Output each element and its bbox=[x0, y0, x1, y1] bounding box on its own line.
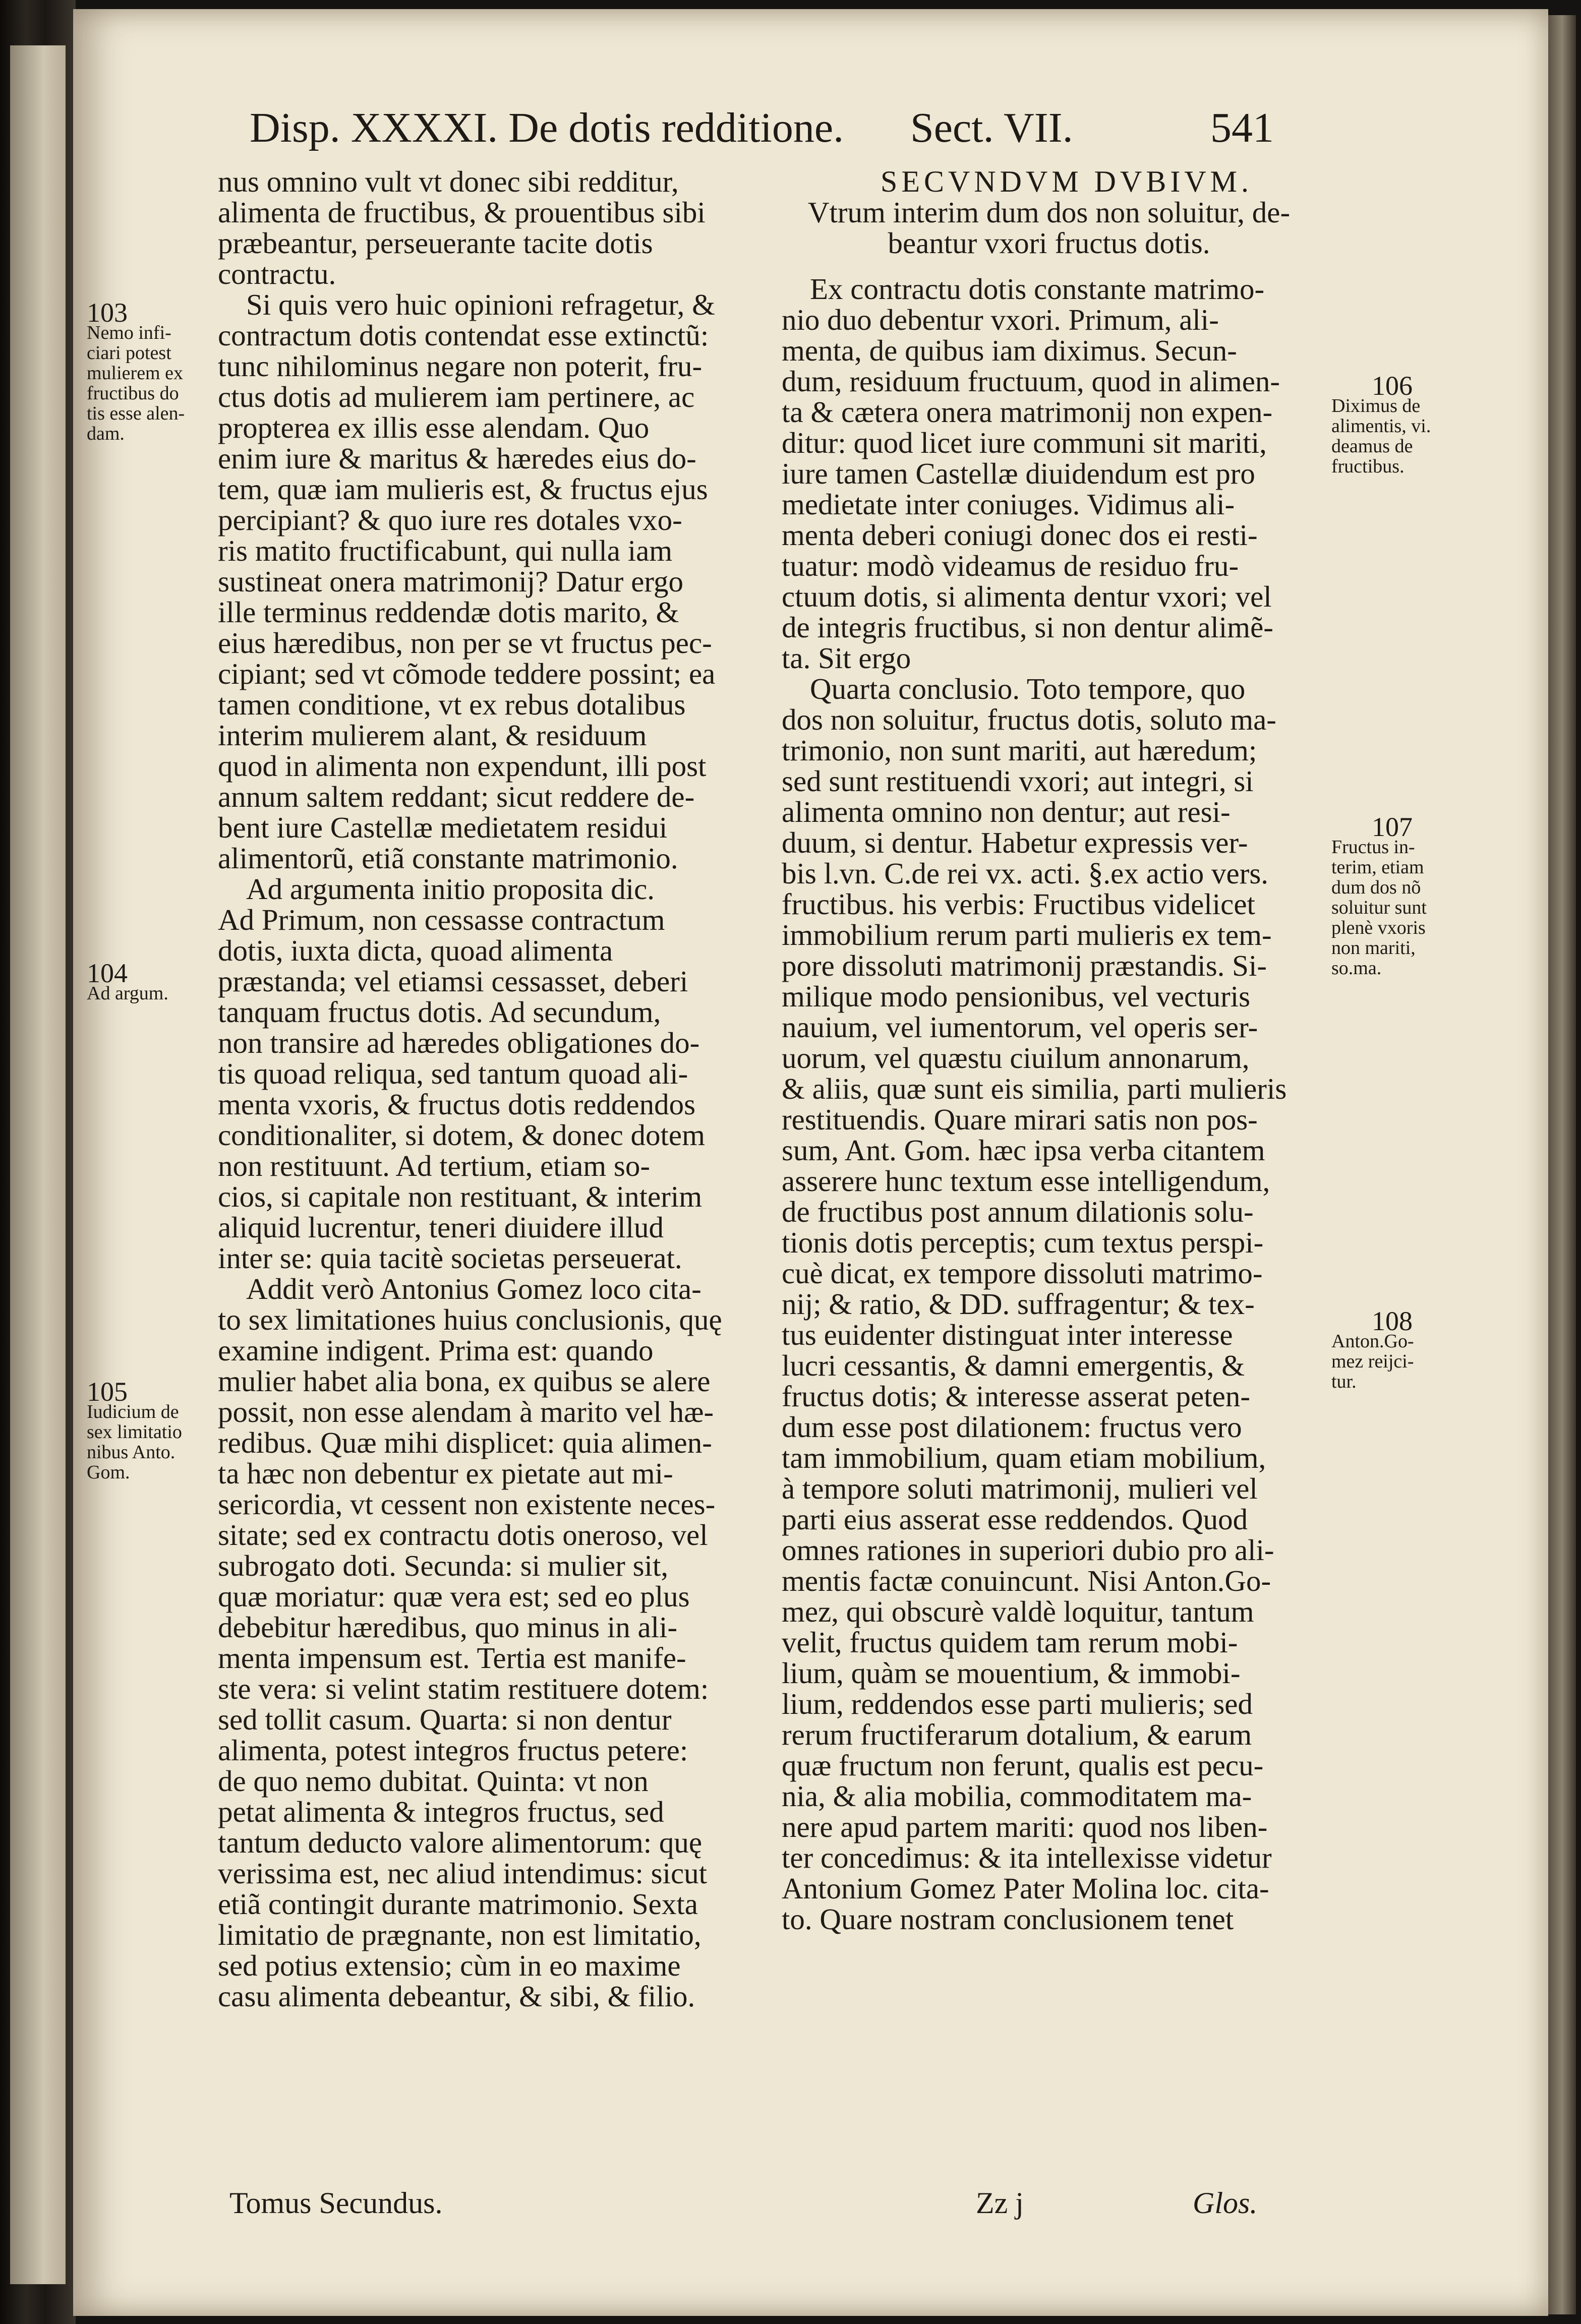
margin-note-line: nibus Anto. bbox=[87, 1442, 175, 1463]
text-line: possit, non esse alendam à marito vel hæ- bbox=[218, 1395, 714, 1428]
text-line: menta vxoris, & fructus dotis reddendos bbox=[218, 1088, 696, 1121]
text-line: lucri cessantis, & damni emergentis, & bbox=[782, 1349, 1245, 1382]
text-line: dum esse post dilationem: fructus vero bbox=[782, 1410, 1242, 1444]
text-line: ste vera: si velint statim restituere dotem: bbox=[218, 1672, 709, 1705]
text-line: dos non soluitur, fructus dotis, soluto ma- bbox=[782, 703, 1276, 736]
text-line: de fructibus post annum dilationis solu- bbox=[782, 1195, 1254, 1228]
text-line: mez, qui obscurè valdè loquitur, tantum bbox=[782, 1595, 1254, 1628]
text-line: menta, de quibus iam diximus. Secun- bbox=[782, 334, 1237, 367]
text-line: immobilium rerum parti mulieris ex tem- bbox=[782, 918, 1272, 951]
margin-note-line: fructibus do bbox=[87, 383, 179, 404]
text-line: alimenta, potest integros fructus petere: bbox=[218, 1734, 688, 1767]
text-line: tanquam fructus dotis. Ad secundum, bbox=[218, 995, 661, 1029]
text-line: examine indigent. Prima est: quando bbox=[218, 1334, 654, 1367]
text-line: ta & cætera onera matrimonij non expen- bbox=[782, 395, 1273, 429]
text-line: eius hæredibus, non per se vt fructus pec- bbox=[218, 626, 712, 660]
margin-note-103 bbox=[87, 297, 185, 444]
text-line: & aliis, quæ sunt eis similia, parti mulieris bbox=[782, 1072, 1287, 1105]
text-line: tus euidenter distinguat inter interesse bbox=[782, 1318, 1233, 1351]
left-text-column bbox=[218, 166, 742, 2012]
text-line: cipiant; sed vt cõmode teddere possint; ea bbox=[218, 657, 716, 690]
text-line: ta hæc non debentur ex pietate aut mi- bbox=[218, 1457, 673, 1490]
text-line: Antonium Gomez Pater Molina loc. cita- bbox=[782, 1872, 1269, 1905]
text-line: præbeantur, perseuerante tacite dotis bbox=[218, 226, 653, 260]
text-line: milique modo pensionibus, vel vecturis bbox=[782, 980, 1251, 1013]
margin-note-number: 107 bbox=[1372, 812, 1413, 842]
text-line: sed potius extensio; cùm in eo maxime bbox=[218, 1949, 681, 1982]
running-head bbox=[250, 103, 1274, 152]
text-line: etiã contingit durante matrimonio. Sexta bbox=[218, 1887, 698, 1921]
text-line: subrogato doti. Secunda: si mulier sit, bbox=[218, 1549, 669, 1582]
text-line: tis quoad reliqua, sed tantum quoad ali- bbox=[218, 1057, 688, 1090]
margin-note-number: 103 bbox=[87, 297, 128, 328]
text-line: cios, si capitale non restituant, & interim bbox=[218, 1180, 702, 1213]
text-line: non transire ad hæredes obligationes do- bbox=[218, 1026, 700, 1059]
margin-note-line: Fructus in- bbox=[1331, 837, 1415, 858]
section-heading: SECVNDVM DVBIVM. bbox=[880, 165, 1253, 198]
text-line: menta impensum est. Tertia est manife- bbox=[218, 1641, 686, 1675]
text-line: contractum dotis contendat esse extinctũ: bbox=[218, 319, 709, 352]
margin-note-line: Gom. bbox=[87, 1462, 130, 1483]
text-line: mulier habet alia bona, ex quibus se alere bbox=[218, 1364, 711, 1398]
text-line: non restituunt. Ad tertium, etiam so- bbox=[218, 1149, 651, 1182]
margin-note-number: 105 bbox=[87, 1377, 128, 1407]
text-line: omnes rationes in superiori dubio pro ali- bbox=[782, 1533, 1274, 1567]
margin-note-104 bbox=[87, 958, 168, 1004]
text-line: Ad Primum, non cessasse contractum bbox=[218, 903, 665, 936]
text-line: contractu. bbox=[218, 257, 336, 290]
margin-note-line: Nemo infi- bbox=[87, 322, 171, 343]
text-line: verissima est, nec aliud intendimus: sicut bbox=[218, 1857, 708, 1890]
right-text-column bbox=[782, 166, 1316, 1935]
text-line: enim iure & maritus & hæredes eius do- bbox=[218, 442, 696, 475]
text-line: Addit verò Antonius Gomez loco cita- bbox=[246, 1272, 701, 1305]
text-line: quæ fructum non ferunt, qualis est pecu- bbox=[782, 1749, 1264, 1782]
text-line: pore dissoluti matrimonij præstandis. Si- bbox=[782, 949, 1267, 982]
text-line: inter se: quia tacitè societas perseuerat. bbox=[218, 1241, 682, 1275]
text-line: velit, fructus quidem tam rerum mobi- bbox=[782, 1626, 1238, 1659]
text-line: ris matito fructificabunt, qui nulla iam bbox=[218, 534, 673, 567]
text-line: sed tollit casum. Quarta: si non dentur bbox=[218, 1703, 672, 1736]
text-line: percipiant? & quo iure res dotales vxo- bbox=[218, 503, 682, 537]
catchword: Glos. bbox=[1193, 2186, 1258, 2220]
margin-note-line: non mariti, bbox=[1331, 937, 1416, 959]
text-line: dotis, iuxta dicta, quoad alimenta bbox=[218, 934, 613, 967]
margin-note-line: so.ma. bbox=[1331, 958, 1382, 979]
text-line: tem, quæ iam mulieris est, & fructus ejus bbox=[218, 472, 708, 506]
text-line: debebitur hæredibus, quo minus in ali- bbox=[218, 1611, 678, 1644]
margin-note-line: alimentis, vi. bbox=[1331, 415, 1431, 437]
text-line: tionis dotis perceptis; cum textus perspi- bbox=[782, 1226, 1264, 1259]
text-line: menta deberi coniugi donec dos ei resti- bbox=[782, 518, 1258, 552]
text-line: casu alimenta debeantur, & sibi, & filio. bbox=[218, 1980, 695, 2013]
text-line: petat alimenta & integros fructus, sed bbox=[218, 1795, 664, 1828]
text-line: restituendis. Quare mirari satis non pos- bbox=[782, 1103, 1258, 1136]
text-line: cuè dicat, ex tempore dissoluti matrimo- bbox=[782, 1257, 1263, 1290]
text-line: nus omnino vult vt donec sibi redditur, bbox=[218, 165, 679, 198]
text-line: Quarta conclusio. Toto tempore, quo bbox=[810, 672, 1246, 705]
text-line: sitate; sed ex contractu dotis oneroso, vel bbox=[218, 1518, 708, 1552]
margin-note-line: deamus de bbox=[1331, 436, 1413, 457]
text-line: conditionaliter, si dotem, & donec dotem bbox=[218, 1118, 706, 1152]
text-line: sum, Ant. Gom. hæc ipsa verba citantem bbox=[782, 1134, 1265, 1167]
text-line: lium, quàm se mouentium, & immobi- bbox=[782, 1656, 1241, 1690]
page-number: 541 bbox=[1210, 104, 1274, 151]
margin-note-line: plenè vxoris bbox=[1331, 917, 1426, 938]
signature-line: Tomus Secundus. bbox=[229, 2186, 443, 2220]
text-line: asserere hunc textum esse intelligendum, bbox=[782, 1164, 1270, 1198]
text-line: propterea ex illis esse alendam. Quo bbox=[218, 411, 650, 444]
text-line: bis l.vn. C.de rei vx. acti. §.ex actio vers. bbox=[782, 857, 1269, 890]
text-line: nere apud partem mariti: quod nos liben- bbox=[782, 1810, 1268, 1843]
text-line: rerum fructiferarum dotalium, & earum bbox=[782, 1718, 1252, 1751]
margin-note-line: Iudicium de bbox=[87, 1401, 179, 1422]
text-line: Si quis vero huic opinioni refragetur, & bbox=[246, 288, 715, 321]
text-line: tuatur: modò videamus de residuo fru- bbox=[782, 549, 1239, 582]
text-line: ter concedimus: & ita intellexisse videtur bbox=[782, 1841, 1272, 1874]
margin-note-line: sex limitatio bbox=[87, 1421, 182, 1443]
text-line: dum, residuum fructuum, quod in alimen- bbox=[782, 365, 1280, 398]
text-line: Ex contractu dotis constante matrimo- bbox=[810, 272, 1265, 306]
margin-note-105 bbox=[87, 1377, 182, 1483]
text-line: ta. Sit ergo bbox=[782, 641, 911, 675]
text-line: aliquid lucrentur, teneri diuidere illud bbox=[218, 1211, 664, 1244]
text-line: quæ moriatur: quæ vera est; sed eo plus bbox=[218, 1580, 690, 1613]
question-line: beantur vxori fructus dotis. bbox=[888, 226, 1210, 260]
text-line: à tempore soluti matrimonij, mulieri vel bbox=[782, 1472, 1258, 1505]
text-line: de quo nemo dubitat. Quinta: vt non bbox=[218, 1764, 649, 1798]
margin-note-line: mez reijci- bbox=[1331, 1351, 1414, 1372]
text-line: tam immobilium, quam etiam mobilium, bbox=[782, 1441, 1266, 1474]
text-line: alimentorũ, etiã constante matrimonio. bbox=[218, 842, 678, 875]
signature-mark: Zz j bbox=[976, 2186, 1024, 2220]
margin-note-108 bbox=[1331, 1306, 1414, 1392]
margin-note-line: dam. bbox=[87, 423, 125, 444]
text-line: Ad argumenta initio proposita dic. bbox=[246, 872, 655, 906]
margin-note-line: terim, etiam bbox=[1331, 857, 1424, 878]
text-line: nij; & ratio, & DD. suffragentur; & tex- bbox=[782, 1287, 1255, 1321]
text-line: alimenta de fructibus, & prouentibus sibi bbox=[218, 196, 706, 229]
text-line: nio duo debentur vxori. Primum, ali- bbox=[782, 303, 1219, 336]
margin-note-number: 106 bbox=[1372, 371, 1413, 401]
text-line: bent iure Castellæ medietatem residui bbox=[218, 811, 668, 844]
text-line: nauium, vel iumentorum, vel operis ser- bbox=[782, 1010, 1258, 1044]
text-line: alimenta omnino non dentur; aut resi- bbox=[782, 795, 1231, 828]
margin-note-line: tur. bbox=[1331, 1371, 1357, 1392]
text-line: ctuum dotis, si alimenta dentur vxori; vel bbox=[782, 580, 1272, 613]
margin-note-line: dum dos nõ bbox=[1331, 877, 1421, 898]
text-line: redibus. Quæ mihi displicet: quia alimen- bbox=[218, 1426, 712, 1459]
margin-note-line: Anton.Go- bbox=[1331, 1331, 1414, 1352]
margin-note-line: fructibus. bbox=[1331, 456, 1404, 477]
text-line: to sex limitationes huius conclusionis, quę bbox=[218, 1303, 722, 1336]
text-line: de integris fructibus, si non dentur alimẽ- bbox=[782, 611, 1273, 644]
margin-note-line: soluitur sunt bbox=[1331, 897, 1427, 918]
text-line: tamen conditione, vt ex rebus dotalibus bbox=[218, 688, 686, 721]
text-line: to. Quare nostram conclusionem tenet bbox=[782, 1902, 1234, 1936]
margin-note-line: mulierem ex bbox=[87, 363, 183, 384]
text-line: quod in alimenta non expendunt, illi post bbox=[218, 749, 707, 783]
text-line: ille terminus reddendæ dotis marito, & bbox=[218, 595, 679, 629]
text-line: limitatio de prægnante, non est limitatio, bbox=[218, 1918, 701, 1951]
margin-note-number: 104 bbox=[87, 958, 128, 988]
text-line: interim mulierem alant, & residuum bbox=[218, 719, 647, 752]
text-line: duum, si dentur. Habetur expressis ver- bbox=[782, 826, 1248, 859]
text-line: annum saltem reddant; sicut reddere de- bbox=[218, 780, 695, 813]
margin-note-line: Ad argum. bbox=[87, 983, 168, 1004]
text-line: præstanda; vel etiamsi cessasset, deberi bbox=[218, 965, 688, 998]
margin-note-number: 108 bbox=[1372, 1306, 1413, 1336]
running-head-title: Disp. XXXXI. De dotis redditione. bbox=[250, 104, 844, 151]
text-line: ctus dotis ad mulierem iam pertinere, ac bbox=[218, 380, 695, 413]
margin-note-107 bbox=[1331, 812, 1427, 979]
text-line: ditur: quod licet iure communi sit mariti, bbox=[782, 426, 1267, 459]
previous-page-edge bbox=[10, 45, 66, 2284]
margin-note-106 bbox=[1331, 371, 1431, 477]
running-head-section: Sect. VII. bbox=[910, 104, 1073, 151]
text-line: fructibus. his verbis: Fructibus videlicet bbox=[782, 887, 1255, 921]
text-line: sustineat onera matrimonij? Datur ergo bbox=[218, 565, 683, 598]
text-line: iure tamen Castellæ diuidendum est pro bbox=[782, 457, 1255, 490]
text-line: medietate inter coniuges. Vidimus ali- bbox=[782, 488, 1235, 521]
text-line: nia, & alia mobilia, commoditatem ma- bbox=[782, 1779, 1252, 1813]
text-line: uorum, vel quæstu ciuilum annonarum, bbox=[782, 1041, 1250, 1075]
text-line: tantum deducto valore alimentorum: quę bbox=[218, 1826, 702, 1859]
text-line: parti eius asserat esse reddendos. Quod bbox=[782, 1503, 1248, 1536]
margin-note-line: Diximus de bbox=[1331, 395, 1421, 416]
text-line: trimonio, non sunt mariti, aut hæredum; bbox=[782, 734, 1257, 767]
page-block-edge bbox=[1548, 15, 1576, 2314]
text-line: sericordia, vt cessent non existente neces- bbox=[218, 1487, 716, 1521]
text-line: tunc nihilominus negare non poterit, fru- bbox=[218, 349, 702, 383]
text-line: mentis factæ conuincunt. Nisi Anton.Go- bbox=[782, 1564, 1271, 1597]
text-line: lium, reddendos esse parti mulieris; sed bbox=[782, 1687, 1253, 1720]
margin-note-line: tis esse alen- bbox=[87, 403, 185, 424]
text-line: sed sunt restituendi vxori; aut integri, si bbox=[782, 764, 1254, 798]
right-column-body bbox=[782, 274, 1316, 1935]
question-line: Vtrum interim dum dos non soluitur, de- bbox=[807, 196, 1291, 229]
margin-note-line: ciari potest bbox=[87, 342, 171, 364]
text-line: fructus dotis; & interesse asserat peten- bbox=[782, 1380, 1250, 1413]
